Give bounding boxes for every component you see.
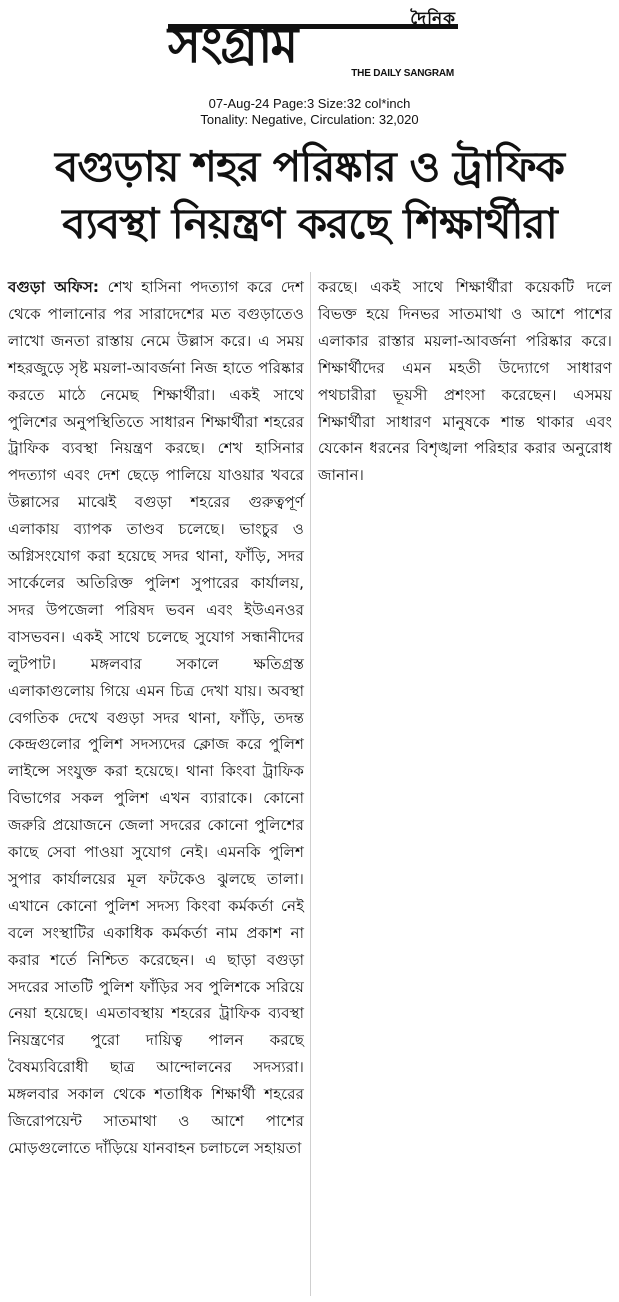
article-body-left: শেখ হাসিনা পদত্যাগ করে দেশ থেকে পালানোর পর সারাদেশের মত বগুড়াতেও লাখো জনতা রাস্তায় নেমে উল্লাস করে। এ সময় শহরজুড়ে সৃষ্ট ময়লা-আবর্জনা নিজ হাতে পরিষ্কার করতে মাঠে নেমেছ শিক্ষার্থীরা। একই সাথে পুলিশের অনুপস্থিতিতে সাধারন শিক্ষার্থীরা শহরের ট্রাফিক ব্যবস্থা নিয়ন্ত্রণ করছে। শেখ হাসিনার পদত্যাগ এবং দেশ ছেড়ে পালিয়ে যাওয়ার খবরে উল্লাসের মাঝেই বগুড়া শহরের গুরুত্বপূর্ণ এলাকায় ব্যাপক তাণ্ডব চলেছে। ভাংচুর ও অগ্নিসংযোগ করা হয়েছে সদর থানা, ফাঁড়ি, সদর সার্কেলের অতিরিক্ত পুলিশ সুপারের কার্যালয়, সদর উপজেলা পরিষদ ভবন এবং ইউএনওর বাসভবন। একই সাথে চলেছে সুযোগ সন্ধানীদের লুটপাট। মঙ্গলবার সকালে ক্ষতিগ্রস্ত এলাকাগুলোয় গিয়ে এমন চিত্র দেখা যায়। অবস্থা বেগতিক দেখে বগুড়া সদর থানা, ফাঁড়ি, তদন্ত কেন্দ্রগুলোর পুলিশ সদস্যদের ক্লোজ করে পুলিশ লাইন্সে সংযুক্ত করা হয়েছে। থানা কিংবা ট্রাফিক বিভাগের সকল পুলিশ এখন ব্যারাকে। কোনো জরুরি প্রয়োজনে জেলা সদরের কোনো পুলিশের কাছে সেবা পাওয়া সুযোগ নেই। এমনকি পুলিশ সুপার কার্যালয়ের মূল ফটকেও ঝুলছে তালা। এখানে কোনো পুলিশ সদস্য কিংবা কর্মকর্তা নেই বলে সংস্থাটির একাধিক কর্মকর্তা নাম প্রকাশ না করার শর্তে নিশ্চিত করেছেন। এ ছাড়া বগুড়া সদরের সাতটি পুলিশ ফাঁড়ির সব পুলিশকে সরিয়ে নেয়া হয়েছে। এমতাবস্থায় শহরের ট্রাফিক ব্যবস্থা নিয়ন্ত্রণের পুরো দায়িত্ব পালন করছে বৈষম্যবিরোধী ছাত্র আন্দোলনের সদস্যরা। মঙ্গলবার সকাল থেকে শতাধিক শিক্ষার্থী শহরের জিরোপয়েন্ট সাতমাথা ও আশে পাশের মোড়গুলোতে দাঁড়িয়ে যানবাহন চলাচলে সহায়তা <box>8 278 304 1157</box>
masthead <box>0 0 619 92</box>
column-divider <box>310 272 311 1296</box>
logo-main-text: সংগ্রাম <box>168 15 297 74</box>
dateline: বগুড়া অফিস: <box>8 278 99 296</box>
logo-small-text: দৈনিক <box>410 9 456 29</box>
clipping-info: 07-Aug-24 Page:3 Size:32 col*inch <box>208 96 411 111</box>
article-column-left <box>8 274 304 1162</box>
headline-line-1: বগুড়ায় শহর পরিষ্কার ও ট্রাফিক <box>54 142 565 191</box>
logo-subtitle: THE DAILY SANGRAM <box>351 68 454 79</box>
headline-line-2: ব্যবস্থা নিয়ন্ত্রণ করছে শিক্ষার্থীরা <box>62 199 557 248</box>
article-body-right: করছে। একই সাথে শিক্ষার্থীরা কয়েকটি দলে বিভক্ত হয়ে দিনভর সাতমাথা ও আশে পাশের এলাকার রাস্তার ময়লা-আবর্জনা পরিষ্কার করে। শিক্ষার্থীদের এমন মহতী উদ্যোগে সাধারণ পথচারীরা ভূয়সী প্রশংসা করেছেন। এসময় শিক্ষার্থীরা সাধারণ মানুষকে শান্ত থাকার এবং যেকোন ধরনের বিশৃঙ্খলা পরিহার করার অনুরোধ জানান। <box>318 278 612 485</box>
headline <box>0 138 619 252</box>
article-paragraph-left <box>8 274 304 1162</box>
article-column-right <box>318 274 612 489</box>
newspaper-logo <box>168 6 458 82</box>
clipping-tonality: Tonality: Negative, Circulation: 32,020 <box>200 112 419 127</box>
